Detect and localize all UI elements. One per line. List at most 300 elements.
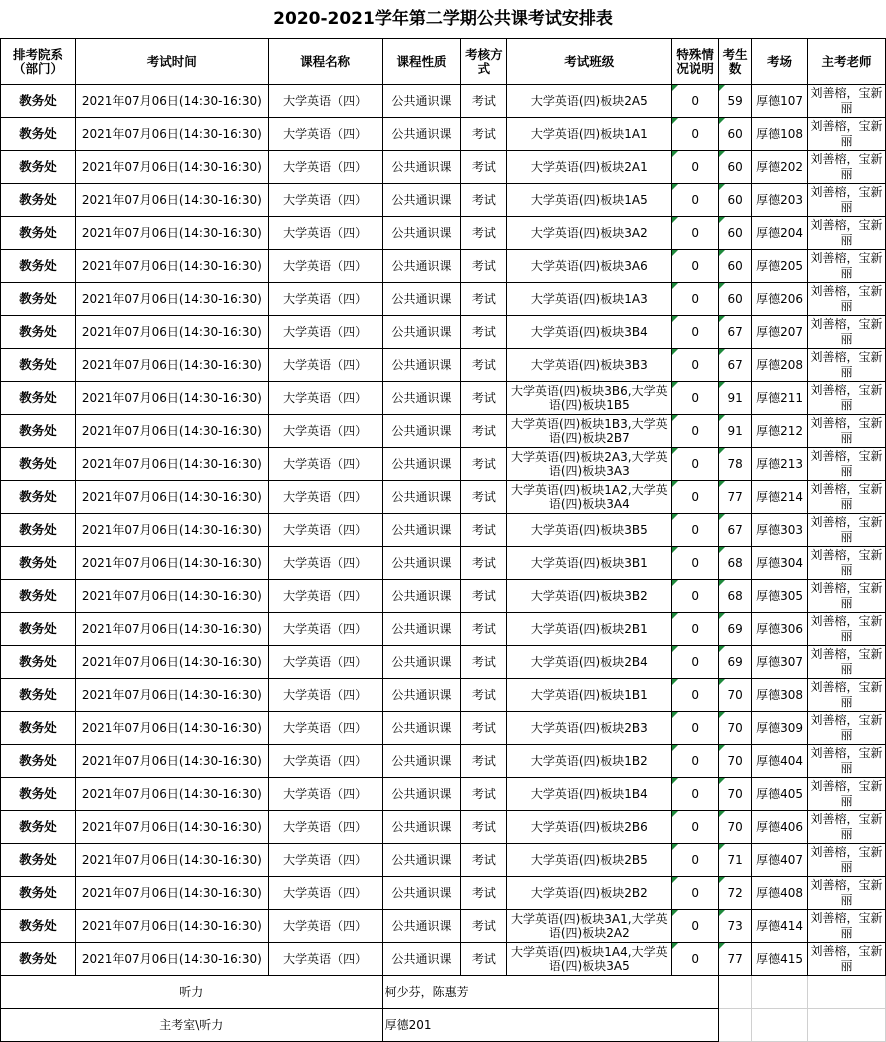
cell-classes: 大学英语(四)板块3A1,大学英语(四)板块2A2 [507, 910, 672, 943]
cell-nature: 公共通识课 [382, 844, 461, 877]
table-row [1, 646, 886, 679]
cell-course: 大学英语（四） [268, 646, 382, 679]
footer-value: 柯少芬，陈惠芳 [382, 976, 719, 1009]
cell-classes: 大学英语(四)板块1A1 [507, 118, 672, 151]
cell-method: 考试 [461, 943, 507, 976]
table-row [1, 448, 886, 481]
cell-time: 2021年07月06日(14:30-16:30) [75, 712, 268, 745]
cell-course: 大学英语（四） [268, 844, 382, 877]
cell-teacher: 刘善榕，宝新丽 [808, 943, 886, 976]
header-row [1, 39, 886, 85]
cell-course: 大学英语（四） [268, 217, 382, 250]
cell-classes: 大学英语(四)板块1A3 [507, 283, 672, 316]
cell-dept: 教务处 [1, 679, 76, 712]
cell-teacher: 刘善榕，宝新丽 [808, 877, 886, 910]
footer-label: 听力 [1, 976, 383, 1009]
cell-method: 考试 [461, 679, 507, 712]
sheet-title: 2020-2021学年第二学期公共课考试安排表 [273, 9, 613, 29]
footer-value: 厚德201 [382, 1009, 719, 1042]
cell-dept: 教务处 [1, 547, 76, 580]
cell-teacher: 刘善榕，宝新丽 [808, 283, 886, 316]
cell-room: 厚德305 [752, 580, 808, 613]
cell-classes: 大学英语(四)板块1A4,大学英语(四)板块3A5 [507, 943, 672, 976]
cell-time: 2021年07月06日(14:30-16:30) [75, 448, 268, 481]
cell-time: 2021年07月06日(14:30-16:30) [75, 514, 268, 547]
cell-room: 厚德309 [752, 712, 808, 745]
cell-nature: 公共通识课 [382, 877, 461, 910]
cell-room: 厚德405 [752, 778, 808, 811]
cell-teacher: 刘善榕，宝新丽 [808, 844, 886, 877]
cell-nature: 公共通识课 [382, 712, 461, 745]
cell-nature: 公共通识课 [382, 910, 461, 943]
cell-time: 2021年07月06日(14:30-16:30) [75, 580, 268, 613]
cell-method: 考试 [461, 217, 507, 250]
cell-count: 67 [719, 316, 752, 349]
exam-schedule-table [0, 38, 886, 1042]
empty-cell [719, 1009, 752, 1042]
cell-nature: 公共通识课 [382, 349, 461, 382]
cell-time: 2021年07月06日(14:30-16:30) [75, 85, 268, 118]
cell-time: 2021年07月06日(14:30-16:30) [75, 118, 268, 151]
cell-teacher: 刘善榕，宝新丽 [808, 811, 886, 844]
empty-cell [808, 1009, 886, 1042]
cell-teacher: 刘善榕，宝新丽 [808, 415, 886, 448]
cell-dept: 教务处 [1, 283, 76, 316]
cell-dept: 教务处 [1, 184, 76, 217]
cell-teacher: 刘善榕，宝新丽 [808, 679, 886, 712]
cell-count: 69 [719, 613, 752, 646]
cell-dept: 教务处 [1, 811, 76, 844]
cell-classes: 大学英语(四)板块1B2 [507, 745, 672, 778]
cell-count: 70 [719, 811, 752, 844]
cell-course: 大学英语（四） [268, 943, 382, 976]
table-row [1, 778, 886, 811]
cell-room: 厚德207 [752, 316, 808, 349]
cell-room: 厚德407 [752, 844, 808, 877]
cell-method: 考试 [461, 382, 507, 415]
cell-classes: 大学英语(四)板块1B1 [507, 679, 672, 712]
cell-teacher: 刘善榕，宝新丽 [808, 910, 886, 943]
cell-special: 0 [672, 613, 719, 646]
table-row [1, 844, 886, 877]
cell-nature: 公共通识课 [382, 745, 461, 778]
cell-course: 大学英语（四） [268, 679, 382, 712]
empty-cell [752, 1009, 808, 1042]
cell-special: 0 [672, 481, 719, 514]
cell-teacher: 刘善榕，宝新丽 [808, 712, 886, 745]
cell-special: 0 [672, 547, 719, 580]
cell-course: 大学英语（四） [268, 382, 382, 415]
cell-dept: 教务处 [1, 151, 76, 184]
cell-nature: 公共通识课 [382, 250, 461, 283]
cell-count: 71 [719, 844, 752, 877]
cell-classes: 大学英语(四)板块3B4 [507, 316, 672, 349]
cell-time: 2021年07月06日(14:30-16:30) [75, 679, 268, 712]
cell-time: 2021年07月06日(14:30-16:30) [75, 910, 268, 943]
cell-course: 大学英语（四） [268, 118, 382, 151]
cell-count: 68 [719, 580, 752, 613]
cell-course: 大学英语（四） [268, 283, 382, 316]
footer-label: 主考室\听力 [1, 1009, 383, 1042]
cell-method: 考试 [461, 448, 507, 481]
cell-classes: 大学英语(四)板块1B3,大学英语(四)板块2B7 [507, 415, 672, 448]
cell-special: 0 [672, 448, 719, 481]
cell-teacher: 刘善榕，宝新丽 [808, 118, 886, 151]
table-row [1, 151, 886, 184]
table-row [1, 184, 886, 217]
cell-count: 73 [719, 910, 752, 943]
cell-dept: 教务处 [1, 613, 76, 646]
footer-row [1, 1009, 886, 1042]
cell-special: 0 [672, 712, 719, 745]
header-count: 考生数 [719, 39, 752, 85]
cell-method: 考试 [461, 877, 507, 910]
cell-teacher: 刘善榕，宝新丽 [808, 745, 886, 778]
cell-method: 考试 [461, 184, 507, 217]
cell-method: 考试 [461, 580, 507, 613]
cell-method: 考试 [461, 151, 507, 184]
cell-nature: 公共通识课 [382, 283, 461, 316]
cell-time: 2021年07月06日(14:30-16:30) [75, 646, 268, 679]
cell-teacher: 刘善榕，宝新丽 [808, 217, 886, 250]
cell-room: 厚德214 [752, 481, 808, 514]
cell-teacher: 刘善榕，宝新丽 [808, 448, 886, 481]
cell-nature: 公共通识课 [382, 448, 461, 481]
table-row [1, 481, 886, 514]
cell-time: 2021年07月06日(14:30-16:30) [75, 547, 268, 580]
cell-method: 考试 [461, 349, 507, 382]
cell-method: 考试 [461, 778, 507, 811]
cell-special: 0 [672, 580, 719, 613]
cell-classes: 大学英语(四)板块2B2 [507, 877, 672, 910]
cell-special: 0 [672, 877, 719, 910]
cell-room: 厚德308 [752, 679, 808, 712]
cell-dept: 教务处 [1, 844, 76, 877]
cell-dept: 教务处 [1, 85, 76, 118]
cell-classes: 大学英语(四)板块1B4 [507, 778, 672, 811]
cell-classes: 大学英语(四)板块2A5 [507, 85, 672, 118]
cell-course: 大学英语（四） [268, 712, 382, 745]
cell-teacher: 刘善榕，宝新丽 [808, 151, 886, 184]
cell-count: 69 [719, 646, 752, 679]
cell-teacher: 刘善榕，宝新丽 [808, 547, 886, 580]
cell-teacher: 刘善榕，宝新丽 [808, 646, 886, 679]
cell-course: 大学英语（四） [268, 316, 382, 349]
table-row [1, 283, 886, 316]
header-room: 考场 [752, 39, 808, 85]
cell-classes: 大学英语(四)板块2B1 [507, 613, 672, 646]
cell-nature: 公共通识课 [382, 316, 461, 349]
cell-method: 考试 [461, 910, 507, 943]
cell-method: 考试 [461, 481, 507, 514]
table-row [1, 877, 886, 910]
cell-nature: 公共通识课 [382, 811, 461, 844]
cell-room: 厚德204 [752, 217, 808, 250]
cell-time: 2021年07月06日(14:30-16:30) [75, 250, 268, 283]
table-row [1, 514, 886, 547]
cell-method: 考试 [461, 250, 507, 283]
cell-course: 大学英语（四） [268, 778, 382, 811]
cell-dept: 教务处 [1, 877, 76, 910]
cell-count: 67 [719, 349, 752, 382]
cell-course: 大学英语（四） [268, 580, 382, 613]
cell-classes: 大学英语(四)板块2B3 [507, 712, 672, 745]
cell-count: 67 [719, 514, 752, 547]
cell-teacher: 刘善榕，宝新丽 [808, 613, 886, 646]
cell-special: 0 [672, 349, 719, 382]
table-row [1, 547, 886, 580]
cell-course: 大学英语（四） [268, 349, 382, 382]
cell-course: 大学英语（四） [268, 448, 382, 481]
cell-count: 60 [719, 184, 752, 217]
cell-classes: 大学英语(四)板块2A3,大学英语(四)板块3A3 [507, 448, 672, 481]
cell-teacher: 刘善榕，宝新丽 [808, 349, 886, 382]
cell-time: 2021年07月06日(14:30-16:30) [75, 844, 268, 877]
cell-special: 0 [672, 514, 719, 547]
cell-dept: 教务处 [1, 415, 76, 448]
cell-nature: 公共通识课 [382, 943, 461, 976]
cell-classes: 大学英语(四)板块3B2 [507, 580, 672, 613]
cell-dept: 教务处 [1, 778, 76, 811]
cell-method: 考试 [461, 547, 507, 580]
cell-room: 厚德415 [752, 943, 808, 976]
cell-time: 2021年07月06日(14:30-16:30) [75, 943, 268, 976]
header-classes: 考试班级 [507, 39, 672, 85]
table-row [1, 349, 886, 382]
cell-special: 0 [672, 910, 719, 943]
cell-time: 2021年07月06日(14:30-16:30) [75, 745, 268, 778]
cell-time: 2021年07月06日(14:30-16:30) [75, 877, 268, 910]
cell-dept: 教务处 [1, 448, 76, 481]
cell-time: 2021年07月06日(14:30-16:30) [75, 481, 268, 514]
cell-time: 2021年07月06日(14:30-16:30) [75, 316, 268, 349]
cell-nature: 公共通识课 [382, 85, 461, 118]
cell-time: 2021年07月06日(14:30-16:30) [75, 811, 268, 844]
cell-room: 厚德205 [752, 250, 808, 283]
cell-teacher: 刘善榕，宝新丽 [808, 382, 886, 415]
cell-count: 91 [719, 382, 752, 415]
cell-time: 2021年07月06日(14:30-16:30) [75, 217, 268, 250]
cell-time: 2021年07月06日(14:30-16:30) [75, 349, 268, 382]
cell-dept: 教务处 [1, 745, 76, 778]
cell-special: 0 [672, 283, 719, 316]
table-row [1, 811, 886, 844]
cell-nature: 公共通识课 [382, 547, 461, 580]
table-row [1, 118, 886, 151]
cell-room: 厚德202 [752, 151, 808, 184]
cell-special: 0 [672, 745, 719, 778]
cell-nature: 公共通识课 [382, 679, 461, 712]
cell-dept: 教务处 [1, 646, 76, 679]
cell-nature: 公共通识课 [382, 481, 461, 514]
cell-count: 78 [719, 448, 752, 481]
cell-classes: 大学英语(四)板块2A1 [507, 151, 672, 184]
cell-room: 厚德203 [752, 184, 808, 217]
cell-method: 考试 [461, 646, 507, 679]
cell-room: 厚德212 [752, 415, 808, 448]
cell-count: 60 [719, 151, 752, 184]
cell-nature: 公共通识课 [382, 184, 461, 217]
cell-time: 2021年07月06日(14:30-16:30) [75, 184, 268, 217]
cell-dept: 教务处 [1, 118, 76, 151]
cell-special: 0 [672, 316, 719, 349]
cell-dept: 教务处 [1, 943, 76, 976]
cell-special: 0 [672, 679, 719, 712]
cell-room: 厚德211 [752, 382, 808, 415]
cell-room: 厚德213 [752, 448, 808, 481]
cell-nature: 公共通识课 [382, 151, 461, 184]
cell-count: 77 [719, 943, 752, 976]
cell-course: 大学英语（四） [268, 745, 382, 778]
cell-classes: 大学英语(四)板块3B1 [507, 547, 672, 580]
cell-teacher: 刘善榕，宝新丽 [808, 316, 886, 349]
cell-count: 60 [719, 118, 752, 151]
cell-count: 77 [719, 481, 752, 514]
cell-special: 0 [672, 943, 719, 976]
cell-method: 考试 [461, 712, 507, 745]
empty-cell [719, 976, 752, 1009]
cell-time: 2021年07月06日(14:30-16:30) [75, 382, 268, 415]
cell-room: 厚德108 [752, 118, 808, 151]
cell-nature: 公共通识课 [382, 217, 461, 250]
table-row [1, 910, 886, 943]
cell-count: 68 [719, 547, 752, 580]
cell-course: 大学英语（四） [268, 415, 382, 448]
cell-time: 2021年07月06日(14:30-16:30) [75, 778, 268, 811]
cell-room: 厚德414 [752, 910, 808, 943]
cell-dept: 教务处 [1, 250, 76, 283]
cell-dept: 教务处 [1, 349, 76, 382]
cell-classes: 大学英语(四)板块1A5 [507, 184, 672, 217]
cell-classes: 大学英语(四)板块2B5 [507, 844, 672, 877]
header-method: 考核方式 [461, 39, 507, 85]
cell-course: 大学英语（四） [268, 514, 382, 547]
cell-count: 70 [719, 778, 752, 811]
cell-count: 70 [719, 679, 752, 712]
cell-count: 60 [719, 283, 752, 316]
cell-teacher: 刘善榕，宝新丽 [808, 580, 886, 613]
cell-room: 厚德303 [752, 514, 808, 547]
table-row [1, 382, 886, 415]
cell-special: 0 [672, 778, 719, 811]
cell-classes: 大学英语(四)板块2B4 [507, 646, 672, 679]
header-teacher: 主考老师 [808, 39, 886, 85]
table-row [1, 745, 886, 778]
cell-special: 0 [672, 250, 719, 283]
table-row [1, 943, 886, 976]
cell-special: 0 [672, 382, 719, 415]
header-course: 课程名称 [268, 39, 382, 85]
cell-teacher: 刘善榕，宝新丽 [808, 514, 886, 547]
table-row [1, 580, 886, 613]
cell-course: 大学英语（四） [268, 184, 382, 217]
table-row [1, 415, 886, 448]
table-row [1, 613, 886, 646]
cell-time: 2021年07月06日(14:30-16:30) [75, 151, 268, 184]
cell-room: 厚德307 [752, 646, 808, 679]
table-row [1, 316, 886, 349]
cell-method: 考试 [461, 118, 507, 151]
cell-room: 厚德306 [752, 613, 808, 646]
cell-special: 0 [672, 151, 719, 184]
footer-row [1, 976, 886, 1009]
cell-nature: 公共通识课 [382, 646, 461, 679]
cell-method: 考试 [461, 811, 507, 844]
header-time: 考试时间 [75, 39, 268, 85]
header-special: 特殊情况说明 [672, 39, 719, 85]
cell-classes: 大学英语(四)板块3A6 [507, 250, 672, 283]
cell-room: 厚德107 [752, 85, 808, 118]
cell-nature: 公共通识课 [382, 382, 461, 415]
table-row [1, 250, 886, 283]
header-dept: 排考院系（部门） [1, 39, 76, 85]
cell-nature: 公共通识课 [382, 613, 461, 646]
cell-course: 大学英语（四） [268, 481, 382, 514]
cell-special: 0 [672, 844, 719, 877]
cell-teacher: 刘善榕，宝新丽 [808, 778, 886, 811]
cell-course: 大学英语（四） [268, 151, 382, 184]
cell-classes: 大学英语(四)板块2B6 [507, 811, 672, 844]
table-row [1, 712, 886, 745]
cell-classes: 大学英语(四)板块3A2 [507, 217, 672, 250]
cell-method: 考试 [461, 283, 507, 316]
cell-dept: 教务处 [1, 712, 76, 745]
cell-course: 大学英语（四） [268, 613, 382, 646]
cell-course: 大学英语（四） [268, 910, 382, 943]
cell-teacher: 刘善榕，宝新丽 [808, 85, 886, 118]
cell-count: 60 [719, 217, 752, 250]
cell-classes: 大学英语(四)板块3B5 [507, 514, 672, 547]
cell-course: 大学英语（四） [268, 250, 382, 283]
cell-count: 70 [719, 712, 752, 745]
cell-count: 91 [719, 415, 752, 448]
cell-nature: 公共通识课 [382, 514, 461, 547]
cell-room: 厚德408 [752, 877, 808, 910]
cell-course: 大学英语（四） [268, 877, 382, 910]
empty-cell [752, 976, 808, 1009]
cell-room: 厚德304 [752, 547, 808, 580]
cell-method: 考试 [461, 514, 507, 547]
cell-dept: 教务处 [1, 910, 76, 943]
cell-room: 厚德206 [752, 283, 808, 316]
cell-method: 考试 [461, 85, 507, 118]
empty-cell [808, 976, 886, 1009]
cell-special: 0 [672, 217, 719, 250]
cell-dept: 教务处 [1, 481, 76, 514]
table-row [1, 679, 886, 712]
cell-nature: 公共通识课 [382, 415, 461, 448]
cell-special: 0 [672, 184, 719, 217]
cell-time: 2021年07月06日(14:30-16:30) [75, 613, 268, 646]
header-nature: 课程性质 [382, 39, 461, 85]
cell-dept: 教务处 [1, 514, 76, 547]
cell-teacher: 刘善榕，宝新丽 [808, 184, 886, 217]
cell-time: 2021年07月06日(14:30-16:30) [75, 283, 268, 316]
cell-teacher: 刘善榕，宝新丽 [808, 250, 886, 283]
cell-time: 2021年07月06日(14:30-16:30) [75, 415, 268, 448]
cell-special: 0 [672, 811, 719, 844]
cell-course: 大学英语（四） [268, 811, 382, 844]
cell-method: 考试 [461, 745, 507, 778]
cell-count: 59 [719, 85, 752, 118]
cell-count: 60 [719, 250, 752, 283]
cell-special: 0 [672, 415, 719, 448]
cell-classes: 大学英语(四)板块3B6,大学英语(四)板块1B5 [507, 382, 672, 415]
cell-room: 厚德406 [752, 811, 808, 844]
cell-special: 0 [672, 646, 719, 679]
cell-nature: 公共通识课 [382, 580, 461, 613]
cell-method: 考试 [461, 415, 507, 448]
